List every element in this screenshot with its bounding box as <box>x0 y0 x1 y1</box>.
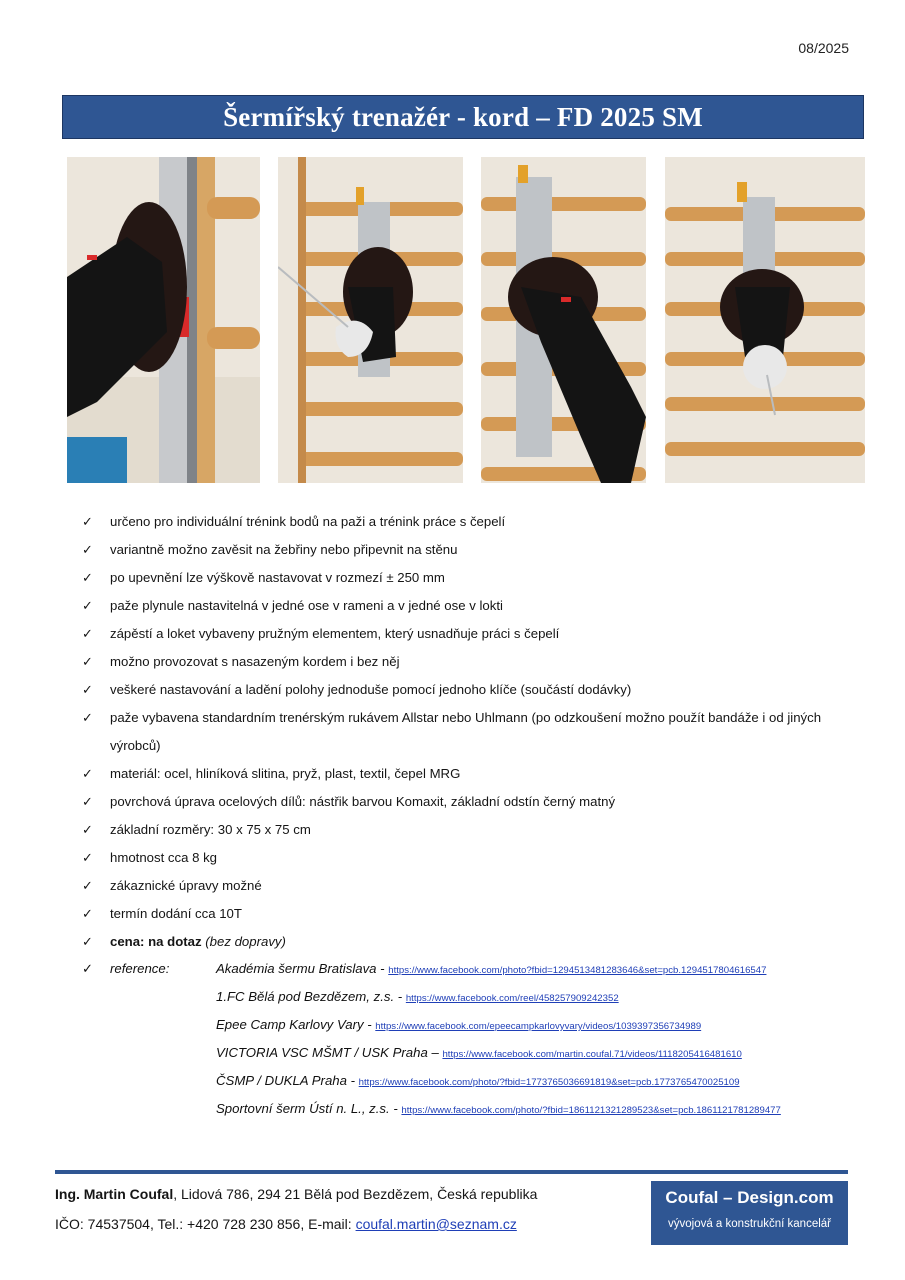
document-date: 08/2025 <box>798 40 849 56</box>
email-link[interactable]: coufal.martin@seznam.cz <box>355 1216 517 1232</box>
product-photo-sleeve <box>481 157 646 483</box>
feature-item: ✓ povrchová úprava ocelových dílů: nástřik barvou Komaxit, základní odstín černý matný <box>82 788 852 816</box>
check-icon: ✓ <box>82 906 93 921</box>
reference-list <box>82 955 872 1123</box>
reference-label: reference: <box>110 961 170 976</box>
feature-item: ✓ možno provozovat s nasazeným kordem i bez něj <box>82 648 852 676</box>
reference-link[interactable]: https://www.facebook.com/epeecampkarlovyvary/videos/1039397356734989 <box>375 1021 702 1032</box>
reference-row <box>82 1011 872 1039</box>
check-icon: ✓ <box>82 598 93 613</box>
check-icon: ✓ <box>82 878 93 893</box>
check-icon: ✓ <box>82 654 93 669</box>
check-icon: ✓ <box>82 794 93 809</box>
feature-item: ✓ zápěstí a loket vybaveny pružným elementem, který usnadňuje práci s čepelí <box>82 620 852 648</box>
brand-subtitle: vývojová a konstrukční kancelář <box>668 1218 831 1230</box>
feature-list <box>82 508 852 956</box>
check-icon: ✓ <box>82 934 93 949</box>
reference-row <box>82 983 872 1011</box>
product-photo-front-blade <box>278 157 463 483</box>
price-item <box>82 928 852 956</box>
feature-item: ✓ termín dodání cca 10T <box>82 900 852 928</box>
photo-gallery <box>67 157 867 483</box>
reference-name: Akadémia šermu Bratislava - <box>216 961 389 976</box>
reference-name: 1.FC Bělá pod Bezdězem, z.s. - <box>216 989 406 1004</box>
check-icon: ✓ <box>82 766 93 781</box>
check-icon: ✓ <box>82 626 93 641</box>
reference-link[interactable]: https://www.facebook.com/photo/?fbid=1773765036691819&set=pcb.1773765470025109 <box>358 1077 740 1088</box>
footer-contact: IČO: 74537504, Tel.: +420 728 230 856, E-mail: coufal.martin@seznam.cz <box>55 1216 517 1232</box>
reference-name: Sportovní šerm Ústí n. L., z.s. - <box>216 1101 402 1116</box>
product-photo-side <box>67 157 260 483</box>
feature-item: ✓ zákaznické úpravy možné <box>82 872 852 900</box>
check-icon: ✓ <box>82 822 93 837</box>
feature-item: ✓ po upevnění lze výškově nastavovat v rozmezí ± 250 mm <box>82 564 852 592</box>
price-note: (bez dopravy) <box>205 934 286 949</box>
reference-link[interactable]: https://www.facebook.com/martin.coufal.71/videos/1118205416481610 <box>442 1049 742 1060</box>
feature-item: ✓ veškeré nastavování a ladění polohy jednoduše pomocí jednoho klíče (součástí dodávky) <box>82 676 852 704</box>
feature-item: ✓ materiál: ocel, hliníková slitina, pryž, plast, textil, čepel MRG <box>82 760 852 788</box>
reference-name: Epee Camp Karlovy Vary - <box>216 1017 376 1032</box>
reference-link[interactable]: https://www.facebook.com/reel/458257909242352 <box>405 993 619 1004</box>
feature-item: ✓ určeno pro individuální trénink bodů na paži a trénink práce s čepelí <box>82 508 852 536</box>
reference-name: ČSMP / DUKLA Praha - <box>216 1073 359 1088</box>
check-icon: ✓ <box>82 570 93 585</box>
title-banner <box>62 95 864 139</box>
check-icon: ✓ <box>82 961 94 976</box>
reference-name: VICTORIA VSC MŠMT / USK Praha – <box>216 1045 443 1060</box>
brand-logo <box>651 1181 848 1245</box>
check-icon: ✓ <box>82 850 93 865</box>
reference-link[interactable]: https://www.facebook.com/photo?fbid=1294513481283646&set=pcb.1294517804616547 <box>388 965 767 976</box>
check-icon: ✓ <box>82 682 93 697</box>
footer-divider <box>55 1170 848 1174</box>
brand-title: Coufal – Design.com <box>665 1188 834 1207</box>
reference-link[interactable]: https://www.facebook.com/photo/?fbid=1861121321289523&set=pcb.1861121781289477 <box>401 1105 781 1116</box>
footer-name: Ing. Martin Coufal <box>55 1186 174 1202</box>
reference-row <box>82 955 872 983</box>
price-label: cena: na dotaz <box>110 934 202 949</box>
feature-item: ✓ paže plynule nastavitelná v jedné ose v rameni a v jedné ose v lokti <box>82 592 852 620</box>
feature-item: ✓ hmotnost cca 8 kg <box>82 844 852 872</box>
footer-address: Ing. Martin Coufal, Lidová 786, 294 21 Bělá pod Bezdězem, Česká republika <box>55 1186 538 1202</box>
feature-item: ✓ paže vybavena standardním trenérským rukávem Allstar nebo Uhlmann (po odzkoušení možno použít bandáže i od jiných výrobců) <box>82 704 852 760</box>
reference-row <box>82 1067 872 1095</box>
feature-item: ✓ variantně možno zavěsit na žebřiny nebo připevnit na stěnu <box>82 536 852 564</box>
reference-row <box>82 1095 872 1123</box>
check-icon: ✓ <box>82 514 93 529</box>
page-title: Šermířský trenažér - kord – FD 2025 SM <box>223 101 703 132</box>
feature-item: ✓ základní rozměry: 30 x 75 x 75 cm <box>82 816 852 844</box>
check-icon: ✓ <box>82 542 93 557</box>
reference-row <box>82 1039 872 1067</box>
product-photo-front <box>665 157 865 483</box>
check-icon: ✓ <box>82 710 93 725</box>
